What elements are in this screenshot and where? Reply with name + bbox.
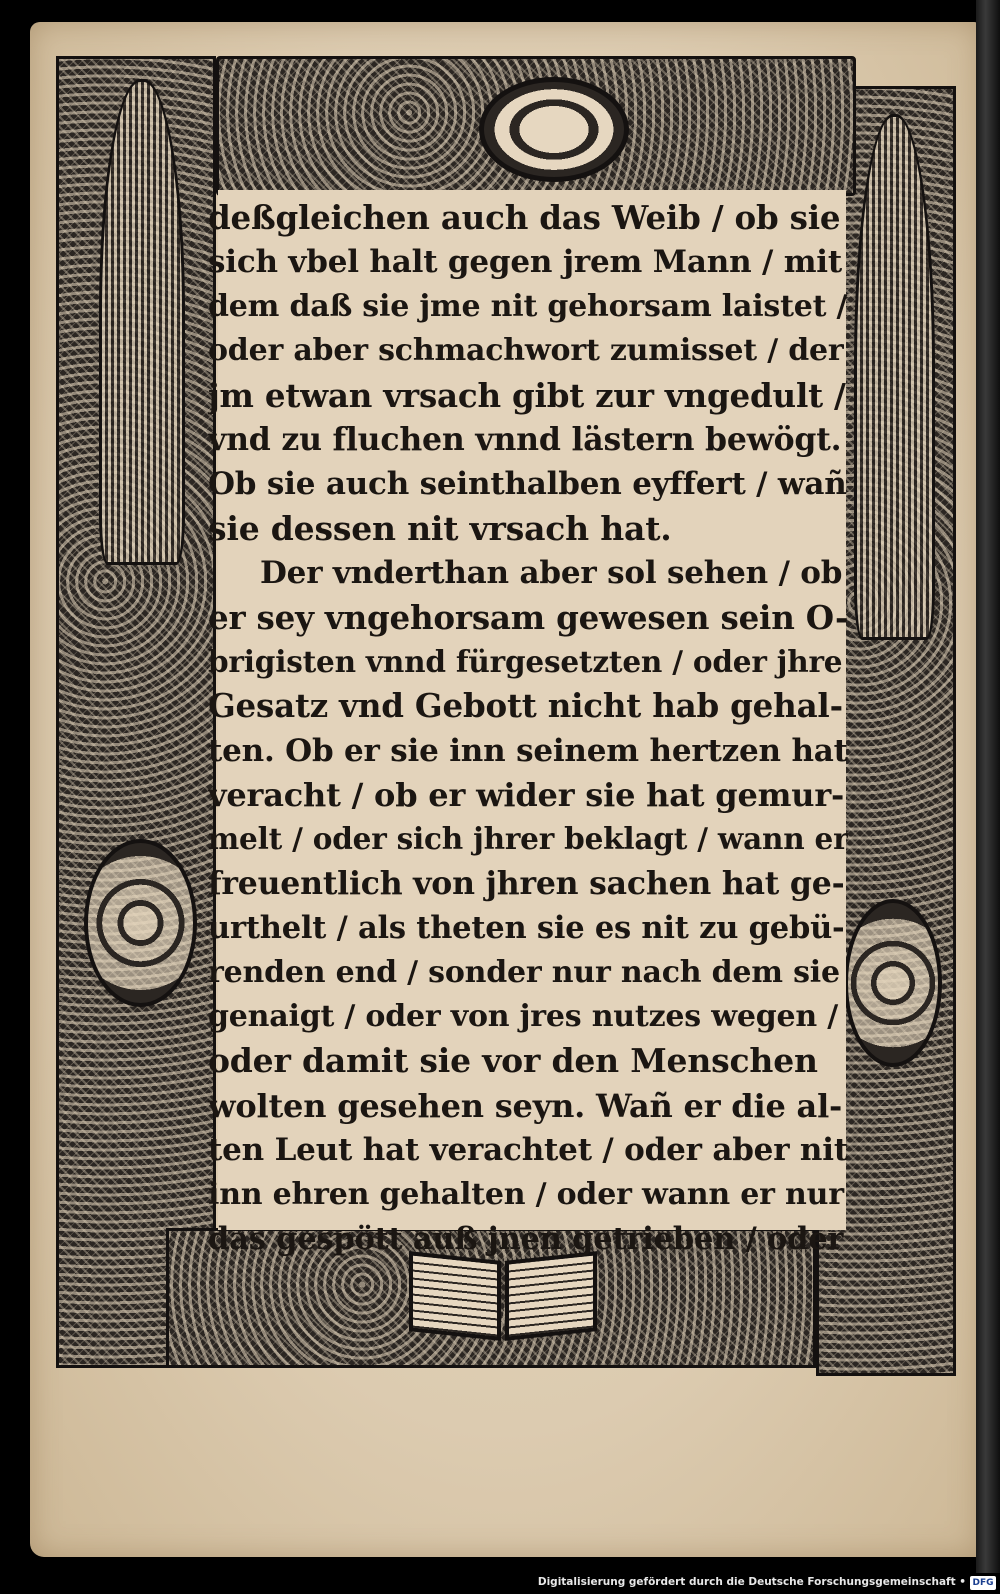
text-line: oder damit sie vor den Menschen bbox=[208, 1041, 818, 1081]
page-edge bbox=[976, 0, 1000, 1594]
funding-credit: Digitalisierung gefördert durch die Deutsche Forschungsgemeinschaft • bbox=[537, 1576, 966, 1588]
text-line: Gesatz vnd Gebott nicht hab gehal- bbox=[208, 686, 843, 726]
medallion-ornament bbox=[479, 77, 629, 182]
dfg-logo-icon: DFG bbox=[970, 1576, 996, 1590]
text-line: freuentlich von jhren sachen hat ge- bbox=[208, 864, 845, 902]
text-line: vnd zu fluchen vnnd lästern bewögt. bbox=[208, 420, 842, 458]
footer-bar bbox=[0, 1573, 1000, 1594]
text-line: urthelt / als theten sie es nit zu gebü- bbox=[208, 910, 845, 947]
text-line: veracht / ob er wider sie hat gemur- bbox=[208, 776, 845, 815]
woman-figure-illustration bbox=[99, 79, 185, 565]
text-line: jm etwan vrsach gibt zur vngedult / bbox=[208, 375, 846, 415]
text-line: renden end / sonder nur nach dem sie bbox=[208, 954, 840, 990]
text-line: inn ehren gehalten / oder wann er nur bbox=[208, 1176, 844, 1212]
text-line: genaigt / oder von jres nutzes wegen / bbox=[208, 999, 839, 1035]
text-line: melt / oder sich jhrer beklagt / wann er bbox=[208, 821, 848, 857]
text-line: er sey vngehorsam gewesen sein O- bbox=[208, 597, 848, 637]
text-line: wolten gesehen seyn. Wañ er die al- bbox=[208, 1086, 843, 1125]
text-line: dem daß sie jme nit gehorsam laistet / bbox=[208, 288, 848, 324]
text-line: Ob sie auch seinthalben eyffert / wañ bbox=[208, 466, 847, 503]
text-line: oder aber schmachwort zumisset / der bbox=[208, 333, 844, 369]
top-border-band bbox=[216, 56, 856, 196]
left-border-column bbox=[56, 56, 216, 1368]
open-book-illustration bbox=[409, 1256, 599, 1346]
text-line: sich vbel halt gegen jrem Mann / mit bbox=[208, 244, 843, 281]
body-text bbox=[208, 196, 848, 1261]
text-line: ten. Ob er sie inn seinem hertzen hat bbox=[208, 732, 848, 769]
book-page-right bbox=[505, 1251, 597, 1341]
book-page-left bbox=[409, 1251, 501, 1341]
rosette-ornament bbox=[844, 899, 942, 1067]
text-line: deßgleichen auch das Weib / ob sie bbox=[208, 198, 841, 237]
angel-figure-illustration bbox=[854, 114, 935, 640]
text-line: das gespött auß jnen getrieben / oder bbox=[208, 1220, 844, 1257]
rosette-ornament bbox=[84, 839, 197, 1007]
text-line: ten Leut hat verachtet / oder aber nit bbox=[208, 1132, 848, 1169]
text-line: sie dessen nit vrsach hat. bbox=[208, 508, 672, 548]
text-line: brigisten vnnd fürgesetzten / oder jhre bbox=[208, 643, 843, 679]
paragraph-start-line: Der vnderthan aber sol sehen / ob bbox=[260, 555, 843, 592]
